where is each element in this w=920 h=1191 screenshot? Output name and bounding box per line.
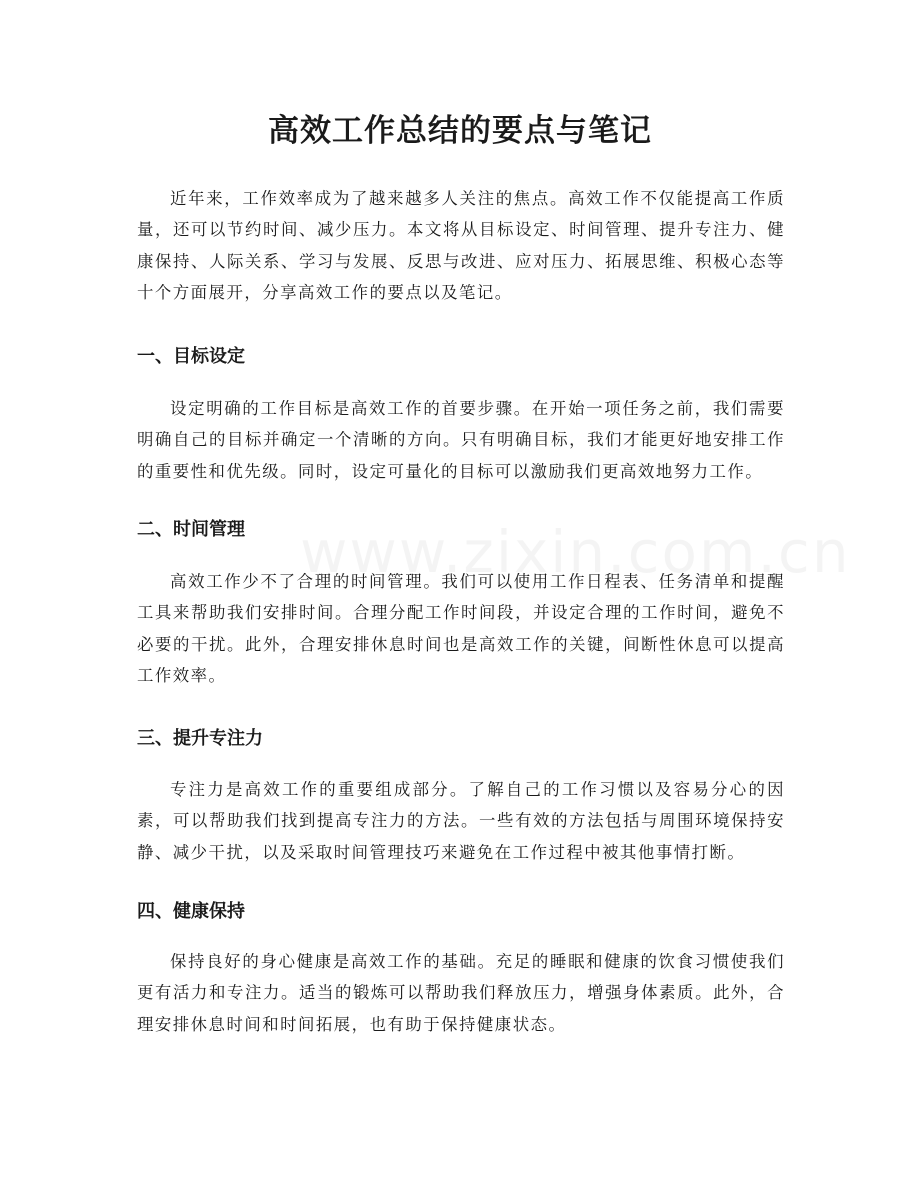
section-heading-time-management: 二、时间管理 — [137, 519, 245, 540]
section-heading-goal-setting: 一、目标设定 — [137, 346, 245, 367]
section-text-focus: 专注力是高效工作的重要组成部分。了解自己的工作习惯以及容易分心的因素，可以帮助我们找到提高专注力的方法。一些有效的方法包括与周围环境保持安静、减少干扰，以及采取时间管理技巧来避免在工作过程中被其他事情打断。 — [137, 780, 785, 862]
document-title: 高效工作总结的要点与笔记 — [268, 113, 652, 149]
section-text-health: 保持良好的身心健康是高效工作的基础。充足的睡眠和健康的饮食习惯使我们更有活力和专注力。适当的锻炼可以帮助我们释放压力，增强身体素质。此外，合理安排休息时间和时间拓展，也有助于保持健康状态。 — [137, 952, 785, 1034]
section-text-goal-setting: 设定明确的工作目标是高效工作的首要步骤。在开始一项任务之前，我们需要明确自己的目标并确定一个清晰的方向。只有明确目标，我们才能更好地安排工作的重要性和优先级。同时，设定可量化的目标可以激励我们更高效地努力工作。 — [137, 399, 785, 481]
section-heading-health: 四、健康保持 — [137, 901, 245, 922]
section-heading-focus: 三、提升专注力 — [137, 728, 263, 749]
section-text-time-management: 高效工作少不了合理的时间管理。我们可以使用工作日程表、任务清单和提醒工具来帮助我们安排时间。合理分配工作时间段，并设定合理的工作时间，避免不必要的干扰。此外，合理安排休息时间也是高效工作的关键，间断性休息可以提高工作效率。 — [137, 572, 785, 685]
intro-paragraph: 近年来，工作效率成为了越来越多人关注的焦点。高效工作不仅能提高工作质量，还可以节约时间、减少压力。本文将从目标设定、时间管理、提升专注力、健康保持、人际关系、学习与发展、反思与改进、应对压力、拓展思维、积极心态等十个方面展开，分享高效工作的要点以及笔记。 — [137, 189, 785, 302]
